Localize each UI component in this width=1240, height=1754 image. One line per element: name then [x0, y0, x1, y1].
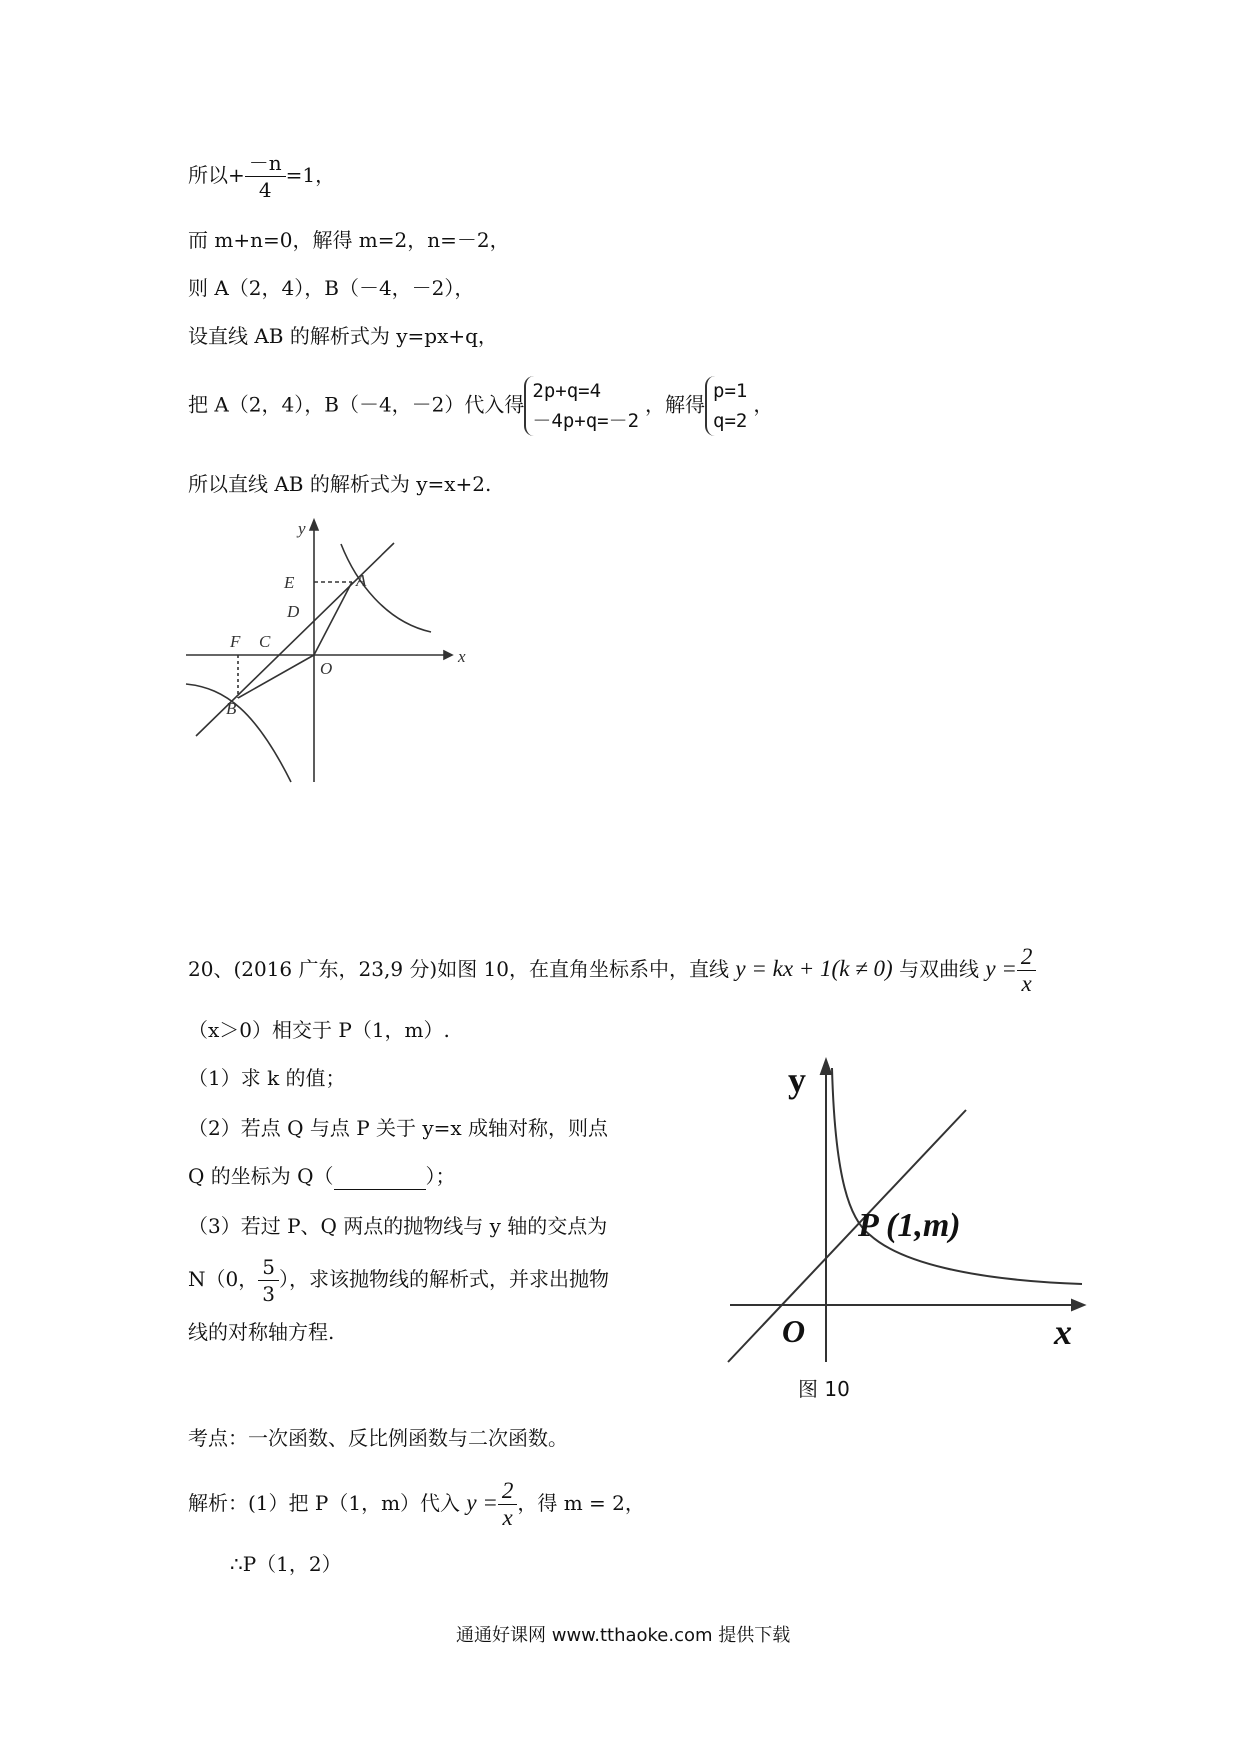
- label-x: x: [458, 647, 466, 666]
- label-f: F: [230, 632, 241, 651]
- label-x: x: [1054, 1312, 1072, 1352]
- fraction-2-over-x-answer: $\frac{2}{x}$: [498, 1478, 518, 1531]
- label-c: C: [259, 632, 271, 651]
- fraction-2-over-x: $\frac{2}{x}$: [1017, 944, 1037, 997]
- answer-blank[interactable]: [334, 1169, 426, 1190]
- line-4: 设直线 AB 的解析式为 y=px+q，: [188, 324, 498, 348]
- equation-system-1: 2p+q=4 －4p+q=－2: [524, 376, 645, 436]
- y-axis-arrow: [821, 1060, 831, 1074]
- line-1: 所以+ $\frac{-n}{4}$ =1，: [188, 151, 336, 202]
- kaodian: 考点：一次函数、反比例函数与二次函数。: [188, 1426, 568, 1450]
- hyperbola-branch-1: [341, 544, 431, 632]
- figure-hyperbola-line-ab: [186, 512, 476, 792]
- question-3a: （3）若过 P、Q 两点的抛物线与 y 轴的交点为: [188, 1214, 608, 1238]
- line-3: 则 A（2，4），B（－4，－2），: [188, 276, 475, 300]
- label-y: y: [298, 519, 306, 538]
- problem-20-head: 20、(2016 广东，23,9 分)如图 10，在直角坐标系中，直线 y = kx + 1(k ≠ 0) 与双曲线 y = $\frac{2}{x}$: [188, 944, 1036, 997]
- label-o: O: [782, 1313, 806, 1349]
- footer: 通通好课网 www.tthaoke.com 提供下载: [456, 1625, 791, 1646]
- y-axis-arrow: [310, 520, 318, 530]
- label-p-1-m: P (1,m): [858, 1207, 961, 1244]
- figure-10: [720, 1050, 1100, 1401]
- problem-20-line-2: （x＞0）相交于 P（1，m）.: [188, 1018, 450, 1042]
- jiexi-line: 解析：(1）把 P（1，m）代入 y = $\frac{2}{x}$ ，得 m = 2，: [188, 1478, 645, 1530]
- question-2a: （2）若点 Q 与点 P 关于 y=x 成轴对称，则点: [188, 1116, 609, 1140]
- label-o: O: [320, 659, 333, 678]
- segment-ob: [238, 655, 314, 698]
- question-3c: 线的对称轴方程.: [188, 1320, 335, 1344]
- question-3b: N（0， $\frac{5}{3}$ ），求该抛物线的解析式，并求出抛物: [188, 1255, 609, 1306]
- figure-caption: 图 10: [798, 1377, 850, 1401]
- question-1: （1）求 k 的值；: [188, 1066, 346, 1090]
- hyperbola-curve: [832, 1068, 1082, 1284]
- fraction-neg-n-over-4: $\frac{-n}{4}$: [245, 150, 286, 203]
- label-a: A: [356, 571, 367, 590]
- segment-oa: [314, 582, 352, 655]
- x-axis-arrow: [1072, 1300, 1084, 1310]
- equation-system-2: p=1 q=2: [705, 376, 753, 436]
- question-2b: Q 的坐标为 Q（ ）；: [188, 1164, 456, 1188]
- fraction-5-over-3: $\frac{5}{3}$: [258, 1254, 279, 1307]
- label-b: B: [226, 699, 237, 718]
- label-y: y: [788, 1060, 806, 1100]
- label-d: D: [287, 602, 300, 621]
- therefore-line: ∴P（1，2）: [230, 1552, 342, 1576]
- line-2: 而 m+n=0，解得 m=2，n=－2，: [188, 228, 510, 252]
- hyperbola-branch-2: [186, 684, 291, 782]
- line-6: 所以直线 AB 的解析式为 y=x+2.: [188, 472, 492, 496]
- line-5: 把 A（2，4），B（－4，－2）代入得 2p+q=4 －4p+q=－2 ，解得 p=1 q=2 ，: [188, 376, 773, 436]
- x-axis-arrow: [444, 651, 452, 659]
- label-e: E: [284, 573, 295, 592]
